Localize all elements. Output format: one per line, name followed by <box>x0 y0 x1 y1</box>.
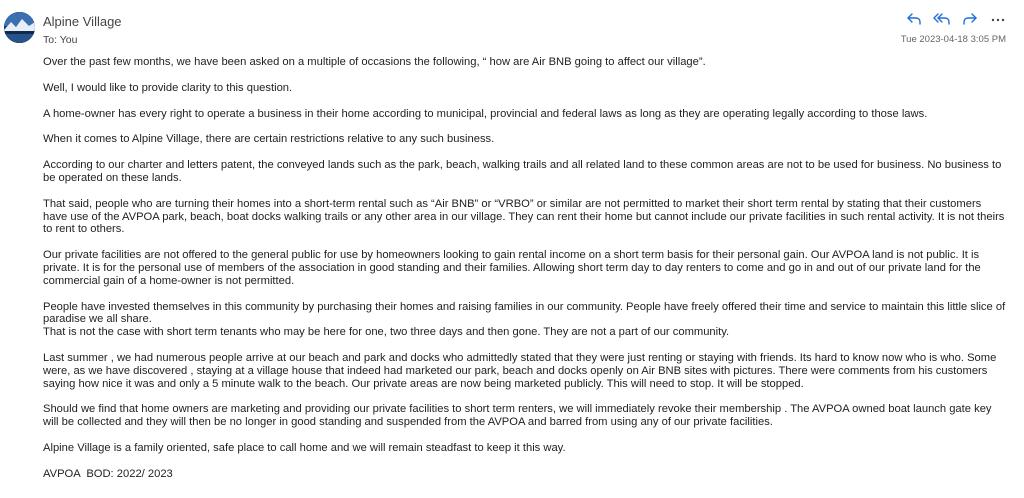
forward-button[interactable] <box>960 10 980 28</box>
mountain-landscape-icon <box>4 12 35 43</box>
body-paragraph <box>43 56 1008 69</box>
avatar[interactable] <box>4 12 35 43</box>
body-paragraph <box>43 159 1008 185</box>
reply-button[interactable] <box>904 10 924 28</box>
body-line: Alpine Village is a family oriented, safe place to call home and we will remain steadfast to keep it this way. <box>43 441 566 454</box>
body-paragraph <box>43 198 1008 236</box>
body-line: That said, people who are turning their homes into a short-term rental such as “Air BNB” or “VRBO” or similar are not permitted to market their short term rental by stating that their customers have use of the AVPOA park, beach, boat docks walking trails or any other area in our village. They can rent their home but cannot include our private facilities in such rental activity. It is not theirs to rent to others. <box>43 197 1005 236</box>
body-line: Well, I would like to provide clarity to this question. <box>43 81 293 94</box>
signature <box>43 468 1008 481</box>
body-line: A home-owner has every right to operate a business in their home according to municipal, provincial and federal laws as long as they are operating legally according to those laws. <box>43 107 928 120</box>
to-label: To: <box>43 34 58 46</box>
reply-all-button[interactable] <box>932 10 952 28</box>
message-body <box>43 56 1008 494</box>
body-line: AVPOA BOD: 2022/ 2023 <box>43 467 173 480</box>
body-line: People have invested themselves in this community by purchasing their homes and raising families in our community. People have freely offered their time and service to maintain this little slice of paradise we all share. <box>43 300 1006 326</box>
recipient-name[interactable]: You <box>59 34 78 46</box>
body-line: According to our charter and letters patent, the conveyed lands such as the park, beach, walking trails and all related land to these common areas are not to be used for business. No business to be operated on these lands. <box>43 159 1002 184</box>
body-paragraph <box>43 442 1008 455</box>
body-line: Our private facilities are not offered to the general public for use by homeowners looking to gain rental income on a short term basis for their personal gain. Our AVPOA land is not public. It is private. It is for the personal use of members of the association in good standing and their families. Allowing short term day to day renters to come and go in and out of our private land for the commercial gain of a home-owner is not permitted. <box>43 249 981 287</box>
reply-all-icon <box>933 12 951 26</box>
forward-icon <box>962 12 978 26</box>
body-paragraph <box>43 82 1008 95</box>
reply-icon <box>906 12 922 26</box>
body-paragraph <box>43 352 1008 390</box>
body-line: That is not the case with short term tenants who may be here for one, two three days and then gone. They are not a part of our community. <box>43 326 730 339</box>
message-actions <box>904 10 1008 28</box>
more-options-button[interactable] <box>988 10 1008 28</box>
body-line: When it comes to Alpine Village, there are certain restrictions relative to any such business. <box>43 133 495 146</box>
body-paragraph <box>43 403 1008 429</box>
body-line: Over the past few months, we have been asked on a multiple of occasions the following, “ how are Air BNB going to affect our village”. <box>43 56 706 68</box>
body-paragraph <box>43 301 1008 339</box>
body-line: Should we find that home owners are marketing and providing our private facilities to short term renters, we will immediately revoke their membership . The AVPOA owned boat launch gate key will be collected and they will then be no longer in good standing and suspended from the AVPOA and barred from using any of our private facilities. <box>43 403 992 429</box>
message-timestamp: Tue 2023-04-18 3:05 PM <box>900 34 1006 45</box>
body-paragraph <box>43 133 1008 146</box>
more-icon <box>990 12 1006 26</box>
body-paragraph <box>43 249 1008 287</box>
body-line: Last summer , we had numerous people arrive at our beach and park and docks who admittedly stated that they were just renting or staying with friends. Its hard to know now who is who. Some were, as we have discovered , staying at a village house that indeed had marketed our park, beach and docks openly on Air BNB sites with pictures. There were comments from his customers saying how nice it was and only a 5 minute walk to the beach. Our private areas are now being marketed publicly. This will need to stop. It will be stopped. <box>43 351 997 390</box>
sender-name[interactable]: Alpine Village <box>43 14 122 29</box>
body-paragraph <box>43 108 1008 121</box>
recipient-line <box>43 34 77 46</box>
